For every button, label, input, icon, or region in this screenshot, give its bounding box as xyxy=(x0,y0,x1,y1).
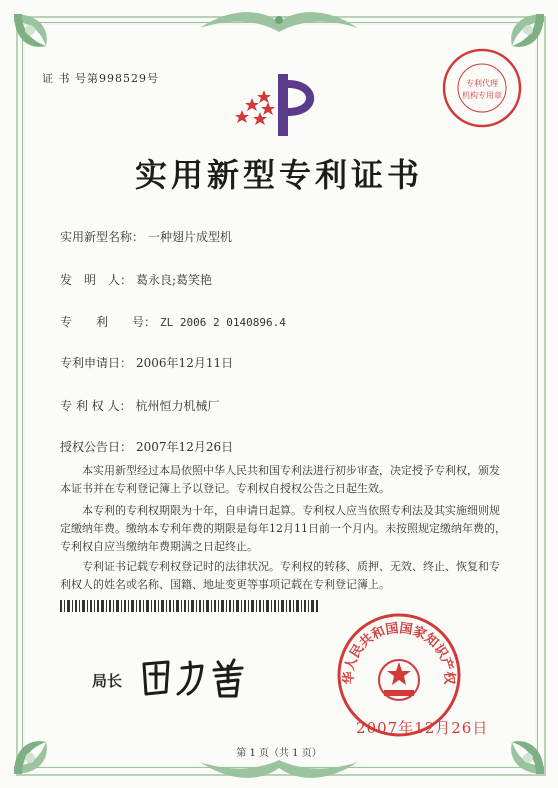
certificate-number: 证 书 号第998529号 xyxy=(42,72,159,85)
field-value: 杭州恒力机械厂 xyxy=(135,399,220,413)
svg-text:专利代理: 专利代理 xyxy=(466,79,498,88)
svg-text:中华人民共和国国家知识产权局: 华人民共和国国家知识产权 xyxy=(341,621,457,685)
field-label: 专 利 权 人： xyxy=(60,399,132,413)
seal-date: 2007年12月26日 xyxy=(356,719,489,737)
page-title: 实用新型专利证书 xyxy=(134,156,423,194)
field-label: 发 明 人： xyxy=(60,273,133,287)
agency-seal-icon xyxy=(440,46,524,130)
field-announce-date xyxy=(60,438,233,455)
field-value: ZL 2006 2 0140896.4 xyxy=(160,316,286,329)
sipo-logo-icon xyxy=(232,70,328,140)
field-label: 专 利 号： xyxy=(60,315,157,329)
field-value: 葛永良;葛笑艳 xyxy=(136,273,213,287)
paragraph: 本专利的专利权期限为十年，自申请日起算。专利权人应当依照专利法及其实施细则规定缴纳年费。缴纳本专利年费的期限是每年12月11日前一个月内。未按照规定缴纳年费的，专利权自应当缴纳年费期满之日起终止。 xyxy=(60,504,506,553)
field-label: 实用新型名称： xyxy=(60,230,145,244)
field-label: 授权公告日： xyxy=(60,440,133,454)
field-filing-date xyxy=(60,354,233,371)
field-patent-number xyxy=(60,313,286,330)
field-label: 专利申请日： xyxy=(60,356,133,370)
field-name xyxy=(60,228,232,245)
bottom-ornament-icon xyxy=(200,758,358,782)
corner-ornament-icon xyxy=(10,706,82,778)
field-value: 一种翅片成型机 xyxy=(148,230,233,244)
paragraph: 本实用新型经过本局依照中华人民共和国专利法进行初步审查，决定授予专利权，颁发本证书并在专利登记簿上予以登记。专利权自授权公告之日起生效。 xyxy=(60,464,500,495)
director-signature-icon xyxy=(138,654,258,700)
field-inventor xyxy=(60,271,212,288)
director-label: 局长 xyxy=(92,672,123,690)
top-ornament-icon xyxy=(200,8,358,36)
page-footer: 第 1 页（共 1 页） xyxy=(236,748,322,759)
field-patentee xyxy=(60,397,219,414)
paragraph: 专利证书记载专利权登记时的法律状况。专利权的转移、质押、无效、终止、恢复和专利权人的姓名或名称、国籍、地址变更等事项记载在专利登记簿上。 xyxy=(60,560,500,591)
barcode-icon xyxy=(60,597,320,609)
field-value: 2006年12月11日 xyxy=(136,356,234,370)
field-value: 2007年12月26日 xyxy=(136,440,234,454)
svg-text:机构专用章: 机构专用章 xyxy=(462,91,502,100)
